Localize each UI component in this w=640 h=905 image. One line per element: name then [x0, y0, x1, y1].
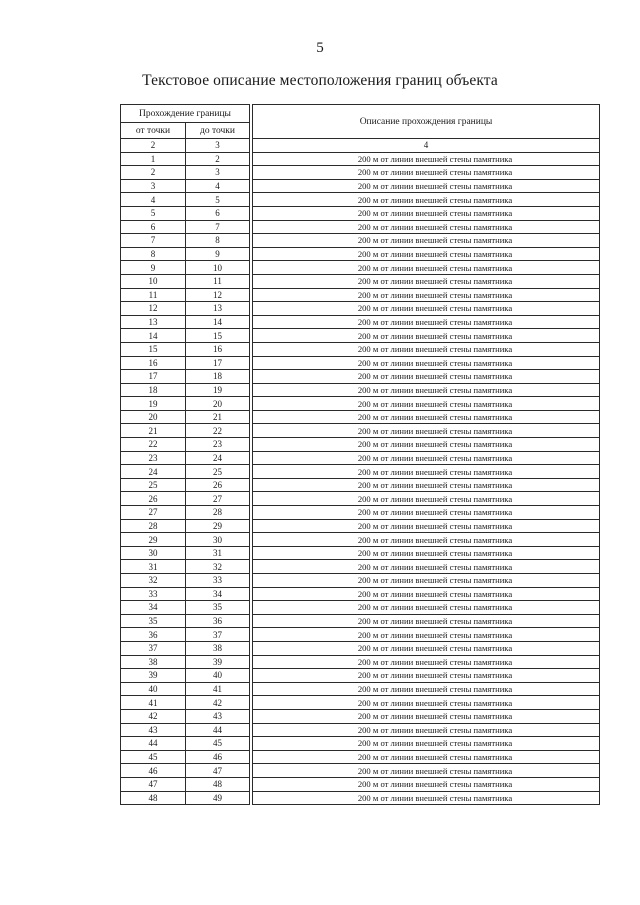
from-point-cell: 40 [121, 682, 186, 696]
table-row [121, 669, 600, 683]
table-row [121, 383, 600, 397]
description-cell: 200 м от линии внешней стены памятника [253, 546, 600, 560]
to-point-cell: 30 [186, 533, 250, 547]
description-cell: 200 м от линии внешней стены памятника [253, 737, 600, 751]
from-point-cell: 10 [121, 274, 186, 288]
to-point-cell: 19 [186, 383, 250, 397]
table-row [121, 179, 600, 193]
table-row [121, 356, 600, 370]
header-row-group [121, 105, 600, 123]
to-point-cell: 8 [186, 234, 250, 248]
description-cell: 200 м от линии внешней стены памятника [253, 723, 600, 737]
from-point-cell: 7 [121, 234, 186, 248]
from-point-cell: 22 [121, 438, 186, 452]
from-point-cell: 8 [121, 247, 186, 261]
table-row [121, 234, 600, 248]
description-cell: 200 м от линии внешней стены памятника [253, 791, 600, 805]
from-point-cell: 46 [121, 764, 186, 778]
from-point-cell: 28 [121, 519, 186, 533]
to-point-cell: 9 [186, 247, 250, 261]
table-row [121, 288, 600, 302]
to-point-cell: 32 [186, 560, 250, 574]
to-point-cell: 20 [186, 397, 250, 411]
column-number-cell: 4 [253, 139, 600, 153]
table-row [121, 709, 600, 723]
to-point-cell: 17 [186, 356, 250, 370]
to-point-cell: 27 [186, 492, 250, 506]
from-point-cell: 44 [121, 737, 186, 751]
boundary-table [120, 104, 600, 805]
table-row [121, 342, 600, 356]
from-point-cell: 27 [121, 506, 186, 520]
from-point-cell: 2 [121, 166, 186, 180]
table-row [121, 370, 600, 384]
table-row [121, 777, 600, 791]
description-cell: 200 м от линии внешней стены памятника [253, 383, 600, 397]
to-point-cell: 22 [186, 424, 250, 438]
to-point-cell: 13 [186, 302, 250, 316]
to-point-cell: 2 [186, 152, 250, 166]
description-cell: 200 м от линии внешней стены памятника [253, 438, 600, 452]
from-point-cell: 23 [121, 451, 186, 465]
from-point-cell: 43 [121, 723, 186, 737]
to-point-cell: 14 [186, 315, 250, 329]
table-row [121, 492, 600, 506]
column-number-cell: 3 [186, 139, 250, 153]
from-point-cell: 42 [121, 709, 186, 723]
table-row [121, 152, 600, 166]
document-title: Текстовое описание местоположения границ объекта [142, 72, 498, 89]
table-row [121, 261, 600, 275]
from-point-cell: 16 [121, 356, 186, 370]
description-cell: 200 м от линии внешней стены памятника [253, 628, 600, 642]
table-row [121, 574, 600, 588]
table-row [121, 533, 600, 547]
from-point-cell: 21 [121, 424, 186, 438]
description-cell: 200 м от линии внешней стены памятника [253, 302, 600, 316]
from-point-cell: 37 [121, 641, 186, 655]
description-cell: 200 м от линии внешней стены памятника [253, 614, 600, 628]
to-point-cell: 29 [186, 519, 250, 533]
from-point-cell: 45 [121, 750, 186, 764]
table-row [121, 451, 600, 465]
description-cell: 200 м от линии внешней стены памятника [253, 315, 600, 329]
table-row [121, 397, 600, 411]
to-point-cell: 25 [186, 465, 250, 479]
description-cell: 200 м от линии внешней стены памятника [253, 560, 600, 574]
to-point-cell: 28 [186, 506, 250, 520]
to-point-cell: 31 [186, 546, 250, 560]
column-number-row [121, 139, 600, 153]
from-point-cell: 18 [121, 383, 186, 397]
description-cell: 200 м от линии внешней стены памятника [253, 750, 600, 764]
from-point-cell: 12 [121, 302, 186, 316]
table-row [121, 641, 600, 655]
to-point-cell: 35 [186, 601, 250, 615]
description-cell: 200 м от линии внешней стены памятника [253, 709, 600, 723]
to-point-cell: 36 [186, 614, 250, 628]
from-point-cell: 5 [121, 206, 186, 220]
table-row [121, 438, 600, 452]
description-cell: 200 м от линии внешней стены памятника [253, 764, 600, 778]
page-number: 5 [316, 40, 324, 56]
table-row [121, 750, 600, 764]
table-row [121, 601, 600, 615]
to-point-cell: 40 [186, 669, 250, 683]
from-point-cell: 47 [121, 777, 186, 791]
from-point-cell: 25 [121, 478, 186, 492]
column-number-cell: 2 [121, 139, 186, 153]
description-cell: 200 м от линии внешней стены памятника [253, 669, 600, 683]
to-point-cell: 7 [186, 220, 250, 234]
description-cell: 200 м от линии внешней стены памятника [253, 288, 600, 302]
description-cell: 200 м от линии внешней стены памятника [253, 451, 600, 465]
from-point-cell: 36 [121, 628, 186, 642]
from-point-cell: 34 [121, 601, 186, 615]
to-point-cell: 47 [186, 764, 250, 778]
table-row [121, 274, 600, 288]
description-cell: 200 м от линии внешней стены памятника [253, 519, 600, 533]
description-cell: 200 м от линии внешней стены памятника [253, 220, 600, 234]
from-point-cell: 35 [121, 614, 186, 628]
to-point-cell: 48 [186, 777, 250, 791]
description-cell: 200 м от линии внешней стены памятника [253, 655, 600, 669]
description-cell: 200 м от линии внешней стены памятника [253, 152, 600, 166]
description-cell: 200 м от линии внешней стены памятника [253, 424, 600, 438]
to-point-cell: 15 [186, 329, 250, 343]
to-point-cell: 6 [186, 206, 250, 220]
from-point-cell: 31 [121, 560, 186, 574]
to-point-cell: 44 [186, 723, 250, 737]
to-point-cell: 21 [186, 410, 250, 424]
table-row [121, 193, 600, 207]
from-point-cell: 19 [121, 397, 186, 411]
description-cell: 200 м от линии внешней стены памятника [253, 465, 600, 479]
description-cell: 200 м от линии внешней стены памятника [253, 492, 600, 506]
to-point-cell: 41 [186, 682, 250, 696]
from-point-cell: 32 [121, 574, 186, 588]
to-point-cell: 16 [186, 342, 250, 356]
header-from-point: от точки [121, 123, 186, 139]
description-cell: 200 м от линии внешней стены памятника [253, 587, 600, 601]
description-cell: 200 м от линии внешней стены памятника [253, 234, 600, 248]
from-point-cell: 13 [121, 315, 186, 329]
from-point-cell: 6 [121, 220, 186, 234]
table-row [121, 791, 600, 805]
description-cell: 200 м от линии внешней стены памятника [253, 261, 600, 275]
from-point-cell: 26 [121, 492, 186, 506]
table-row [121, 206, 600, 220]
table-row [121, 478, 600, 492]
from-point-cell: 14 [121, 329, 186, 343]
table-row [121, 302, 600, 316]
description-cell: 200 м от линии внешней стены памятника [253, 274, 600, 288]
to-point-cell: 23 [186, 438, 250, 452]
table-row [121, 220, 600, 234]
description-cell: 200 м от линии внешней стены памятника [253, 179, 600, 193]
from-point-cell: 48 [121, 791, 186, 805]
from-point-cell: 17 [121, 370, 186, 384]
table-row [121, 723, 600, 737]
to-point-cell: 46 [186, 750, 250, 764]
from-point-cell: 3 [121, 179, 186, 193]
description-cell: 200 м от линии внешней стены памятника [253, 777, 600, 791]
description-cell: 200 м от линии внешней стены памятника [253, 682, 600, 696]
table-row [121, 655, 600, 669]
table-row [121, 764, 600, 778]
table-row [121, 682, 600, 696]
from-point-cell: 1 [121, 152, 186, 166]
from-point-cell: 15 [121, 342, 186, 356]
from-point-cell: 33 [121, 587, 186, 601]
to-point-cell: 42 [186, 696, 250, 710]
to-point-cell: 10 [186, 261, 250, 275]
description-cell: 200 м от линии внешней стены памятника [253, 574, 600, 588]
to-point-cell: 43 [186, 709, 250, 723]
description-cell: 200 м от линии внешней стены памятника [253, 206, 600, 220]
to-point-cell: 45 [186, 737, 250, 751]
from-point-cell: 38 [121, 655, 186, 669]
from-point-cell: 30 [121, 546, 186, 560]
from-point-cell: 39 [121, 669, 186, 683]
table-row [121, 546, 600, 560]
description-cell: 200 м от линии внешней стены памятника [253, 247, 600, 261]
to-point-cell: 26 [186, 478, 250, 492]
from-point-cell: 41 [121, 696, 186, 710]
to-point-cell: 38 [186, 641, 250, 655]
from-point-cell: 11 [121, 288, 186, 302]
from-point-cell: 9 [121, 261, 186, 275]
from-point-cell: 4 [121, 193, 186, 207]
description-cell: 200 м от линии внешней стены памятника [253, 397, 600, 411]
table-row [121, 560, 600, 574]
to-point-cell: 33 [186, 574, 250, 588]
to-point-cell: 3 [186, 166, 250, 180]
description-cell: 200 м от линии внешней стены памятника [253, 533, 600, 547]
to-point-cell: 49 [186, 791, 250, 805]
table-row [121, 696, 600, 710]
table-row [121, 247, 600, 261]
to-point-cell: 39 [186, 655, 250, 669]
description-cell: 200 м от линии внешней стены памятника [253, 478, 600, 492]
from-point-cell: 24 [121, 465, 186, 479]
to-point-cell: 18 [186, 370, 250, 384]
to-point-cell: 11 [186, 274, 250, 288]
table-row [121, 166, 600, 180]
table-row [121, 329, 600, 343]
table-row [121, 519, 600, 533]
table-row [121, 614, 600, 628]
table-row [121, 737, 600, 751]
description-cell: 200 м от линии внешней стены памятника [253, 342, 600, 356]
description-cell: 200 м от линии внешней стены памятника [253, 696, 600, 710]
from-point-cell: 29 [121, 533, 186, 547]
header-to-point: до точки [186, 123, 250, 139]
table-row [121, 410, 600, 424]
to-point-cell: 37 [186, 628, 250, 642]
to-point-cell: 34 [186, 587, 250, 601]
description-cell: 200 м от линии внешней стены памятника [253, 166, 600, 180]
to-point-cell: 24 [186, 451, 250, 465]
description-cell: 200 м от линии внешней стены памятника [253, 370, 600, 384]
description-cell: 200 м от линии внешней стены памятника [253, 641, 600, 655]
table-row [121, 424, 600, 438]
to-point-cell: 12 [186, 288, 250, 302]
table-row [121, 506, 600, 520]
description-cell: 200 м от линии внешней стены памятника [253, 356, 600, 370]
table-row [121, 587, 600, 601]
table-row [121, 628, 600, 642]
description-cell: 200 м от линии внешней стены памятника [253, 601, 600, 615]
from-point-cell: 20 [121, 410, 186, 424]
description-cell: 200 м от линии внешней стены памятника [253, 193, 600, 207]
header-description: Описание прохождения границы [253, 105, 600, 139]
table-row [121, 315, 600, 329]
description-cell: 200 м от линии внешней стены памятника [253, 410, 600, 424]
description-cell: 200 м от линии внешней стены памятника [253, 329, 600, 343]
to-point-cell: 4 [186, 179, 250, 193]
to-point-cell: 5 [186, 193, 250, 207]
table-row [121, 465, 600, 479]
header-boundary-passage: Прохождение границы [121, 105, 250, 123]
boundary-table-body [121, 105, 600, 805]
description-cell: 200 м от линии внешней стены памятника [253, 506, 600, 520]
column-spacer [250, 123, 253, 139]
